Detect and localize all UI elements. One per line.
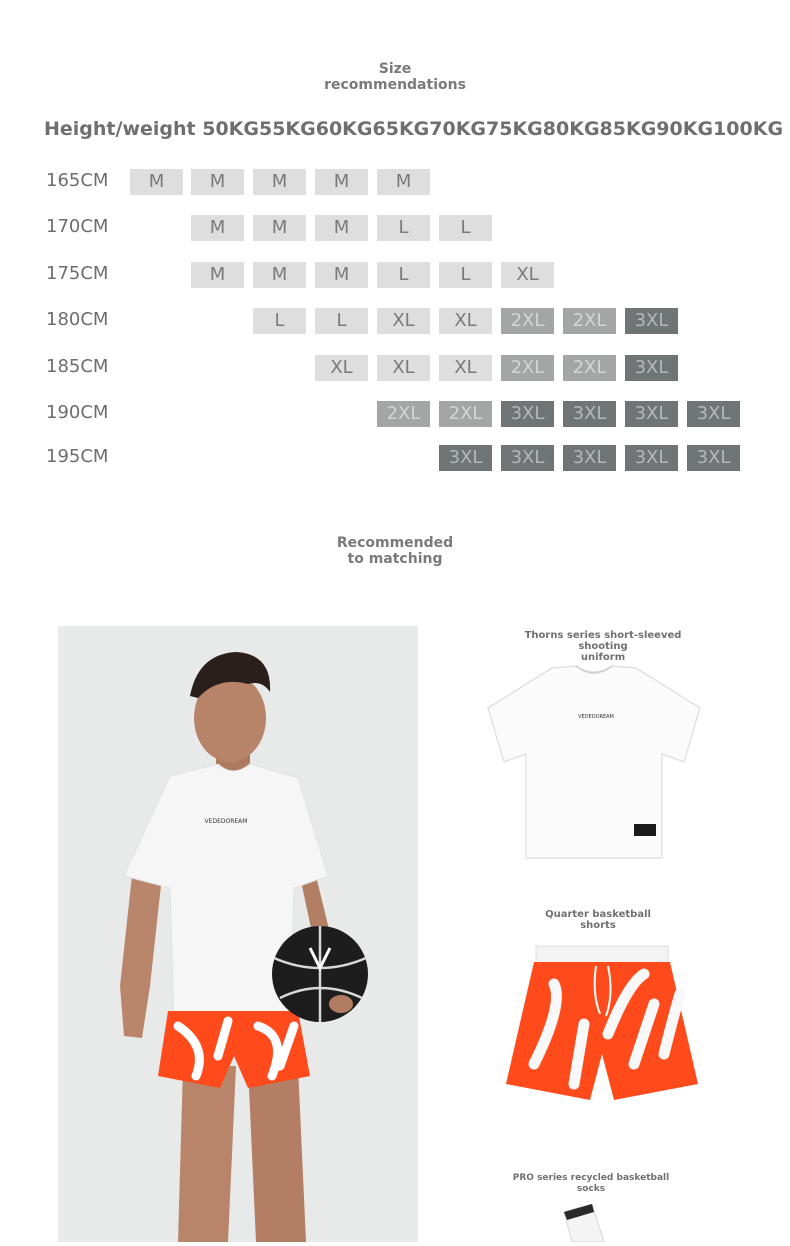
size-title-line1: Size	[378, 61, 412, 77]
height-label: 175CM	[46, 263, 109, 284]
matching-title-line2: to matching	[347, 551, 443, 567]
size-cell: M	[377, 169, 430, 195]
size-cell: M	[253, 169, 306, 195]
size-cell: 2XL	[377, 401, 430, 427]
size-cell: M	[191, 169, 244, 195]
size-cell: 2XL	[501, 308, 554, 334]
product-label-tshirt-line1: Thorns series short-sleeved shooting	[524, 630, 682, 652]
product-label-socks-line1: PRO series recycled basketball socks	[512, 1173, 670, 1194]
size-cell: 3XL	[501, 445, 554, 471]
size-cell: L	[439, 215, 492, 241]
size-cell: M	[130, 169, 183, 195]
size-cell: M	[315, 262, 368, 288]
matching-title-line1: Recommended	[336, 535, 454, 551]
size-cell: 2XL	[439, 401, 492, 427]
size-cell: 2XL	[563, 355, 616, 381]
height-label: 165CM	[46, 170, 109, 191]
shorts-product-image[interactable]	[504, 944, 700, 1112]
size-cell: 3XL	[563, 401, 616, 427]
size-cell: M	[191, 262, 244, 288]
size-cell: XL	[501, 262, 554, 288]
size-cell: 3XL	[625, 308, 678, 334]
size-cell: M	[315, 215, 368, 241]
svg-text:VEDEDOREAM: VEDEDOREAM	[204, 818, 248, 825]
size-cell: 2XL	[501, 355, 554, 381]
size-cell: 3XL	[687, 445, 740, 471]
size-cell: XL	[439, 355, 492, 381]
product-label-tshirt-line2: uniform	[580, 652, 626, 663]
size-cell: L	[377, 215, 430, 241]
height-label: 170CM	[46, 216, 109, 237]
height-label: 195CM	[46, 446, 109, 467]
product-label-shorts-line2: shorts	[580, 920, 616, 931]
product-label-socks	[500, 1173, 682, 1195]
size-cell: 3XL	[439, 445, 492, 471]
size-cell: L	[253, 308, 306, 334]
product-label-tshirt	[500, 630, 706, 663]
size-cell: 3XL	[625, 401, 678, 427]
height-label: 185CM	[46, 356, 109, 377]
model-photo	[58, 626, 418, 1242]
size-cell: 3XL	[563, 445, 616, 471]
product-label-shorts	[530, 909, 666, 931]
height-label: 180CM	[46, 309, 109, 330]
size-section-title	[0, 61, 790, 93]
size-cell: XL	[377, 355, 430, 381]
matching-section-title	[0, 535, 790, 567]
socks-product-image[interactable]	[558, 1204, 610, 1242]
height-label: 190CM	[46, 402, 109, 423]
size-cell: L	[439, 262, 492, 288]
size-cell: 3XL	[687, 401, 740, 427]
size-cell: XL	[439, 308, 492, 334]
size-cell: XL	[315, 355, 368, 381]
size-cell: 3XL	[625, 355, 678, 381]
size-cell: M	[253, 215, 306, 241]
size-cell: M	[191, 215, 244, 241]
size-cell: L	[315, 308, 368, 334]
size-cell: 3XL	[625, 445, 678, 471]
size-cell: XL	[377, 308, 430, 334]
size-title-line2: recommendations	[324, 77, 466, 93]
size-cell: M	[253, 262, 306, 288]
size-cell: M	[315, 169, 368, 195]
svg-text:VEDEDOREAM: VEDEDOREAM	[578, 714, 614, 720]
size-cell: 3XL	[501, 401, 554, 427]
tshirt-product-image[interactable]	[484, 664, 704, 864]
size-cell: 2XL	[563, 308, 616, 334]
height-weight-header: Height/weight 50KG55KG60KG65KG70KG75KG80KG85KG90KG100KG	[44, 118, 784, 140]
size-cell: L	[377, 262, 430, 288]
product-label-shorts-line1: Quarter basketball	[545, 909, 651, 920]
